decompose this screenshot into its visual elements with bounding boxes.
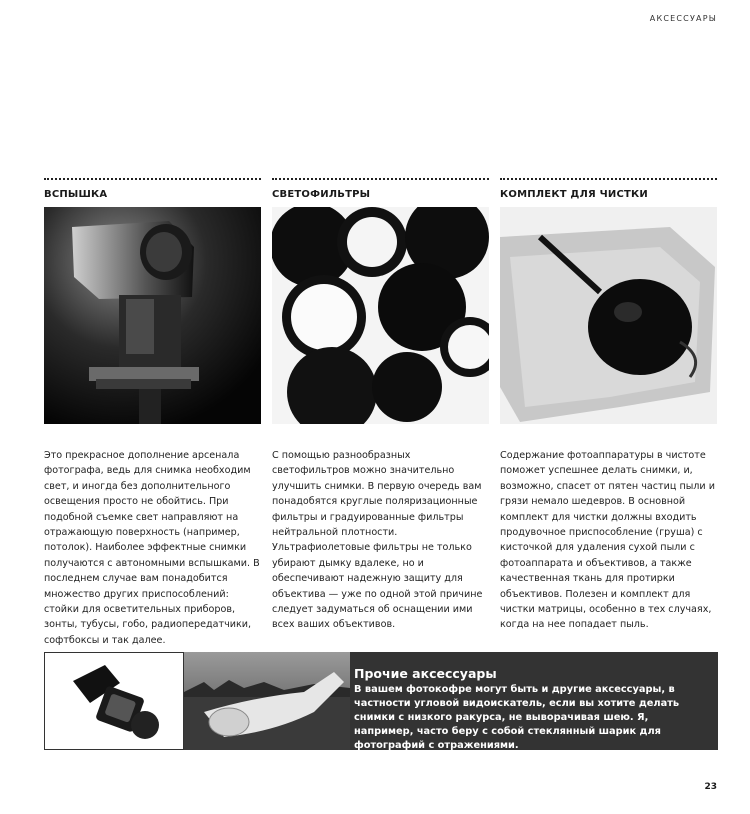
column-cleaning-kit <box>500 178 717 633</box>
dotted-rule <box>44 178 261 180</box>
section-header: АКСЕССУАРЫ <box>649 14 717 23</box>
column-title: ВСПЫШКА <box>44 189 108 200</box>
cleaning-kit-photo <box>500 207 717 424</box>
banner-body: В вашем фотокофре могут быть и другие аксессуары, в частности угловой видоискатель, если вы хотите делать снимки с низкого ракурса, не выворачивая шею. Я, например, часто беру с собой стеклянный шарик для фотографий с отражениями. <box>354 684 680 750</box>
other-accessories-banner <box>44 652 718 750</box>
column-title: СВЕТОФИЛЬТРЫ <box>272 189 371 200</box>
column-title: КОМПЛЕКТ ДЛЯ ЧИСТКИ <box>500 189 648 200</box>
dotted-rule <box>272 178 489 180</box>
banner-title: Прочие аксессуары <box>354 666 497 681</box>
column-text: С помощью разнообразных светофильтров можно значительно улучшить снимки. В первую очередь вам понадобятся круглые поляризационные фильтры и градуированные фильтры нейтральной плотности. Ультрафиолетовые фильтры не только убирают дымку вдалеке, но и обеспечивают надежную защиту для объектива — уже по одной этой причине следует задуматься об оснащении ими всех ваших объективов. <box>272 450 483 631</box>
glass-ball-photo <box>184 652 350 750</box>
dotted-rule <box>500 178 717 180</box>
page-number: 23 <box>704 782 717 792</box>
banner-text-block <box>354 666 709 750</box>
column-filters <box>272 178 489 633</box>
column-text: Содержание фотоаппаратуры в чистоте поможет успешнее делать снимки, и, возможно, спасет от пятен частиц пыли и грязи немало шедевров. В основной комплект для чистки должны входить продувочное приспособление (груша) с кисточкой для удаления сухой пыли с фотоаппарата и объективов, а также качественная ткань для протирки объективов. Полезен и комплект для чистки матрицы, особенно в тех случаях, когда на нее попадает пыль. <box>500 450 715 631</box>
filters-photo <box>272 207 489 424</box>
angle-viewfinder-photo <box>44 652 184 750</box>
flash-photo <box>44 207 261 424</box>
column-text: Это прекрасное дополнение арсенала фотографа, ведь для снимка необходим свет, и иногда без дополнительного освещения просто не обойтись. При подобной съемке свет направляют на отражающую поверхность (например, потолок). Наиболее эффектные снимки получаются с автономными вспышками. В последнем случае вам понадобится множество других приспособлений: стойки для осветительных приборов, зонты, тубусы, гобо, радиопередатчики, софтбоксы и так далее. <box>44 450 260 646</box>
column-flash <box>44 178 261 648</box>
